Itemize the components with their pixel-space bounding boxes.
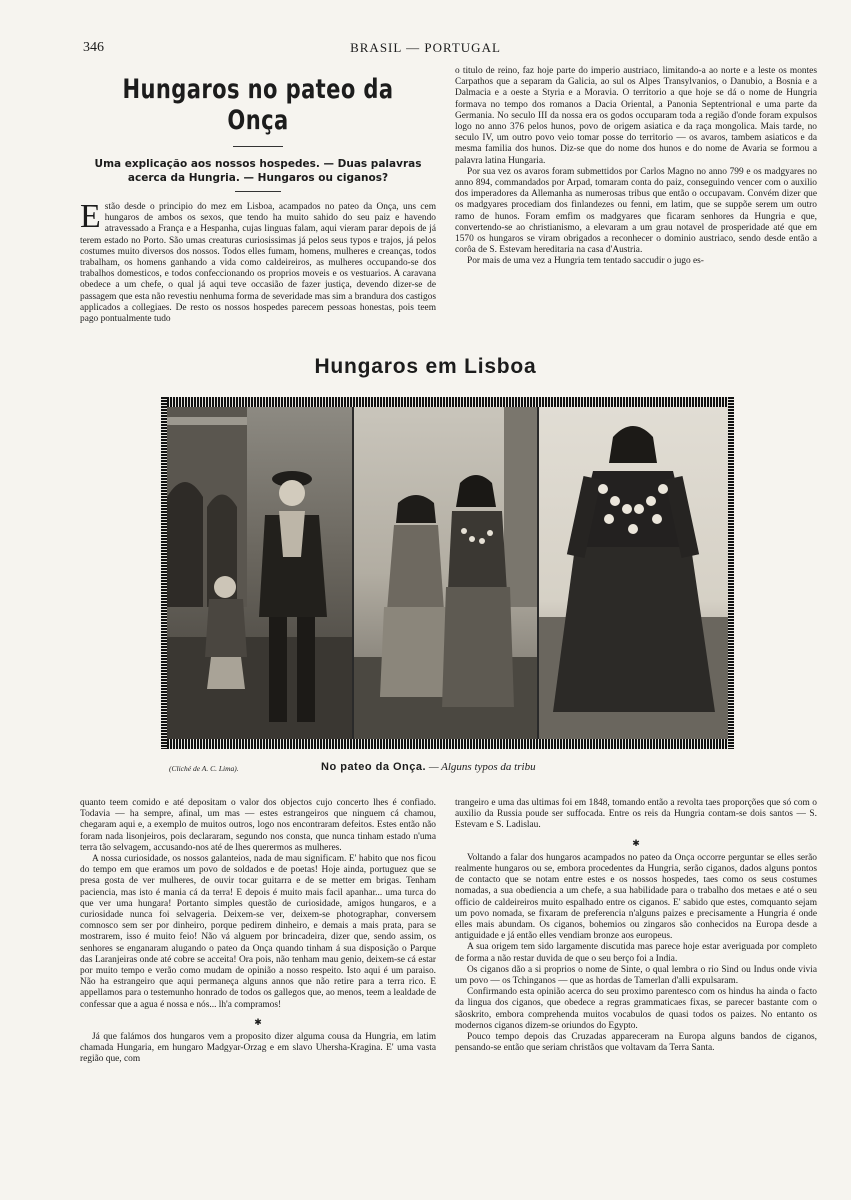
paragraph: Por mais de uma vez a Hungria tem tentado saccudir o jugo es-	[467, 256, 704, 267]
article-title: Hungaros no pateo da Onça	[122, 74, 394, 136]
paragraph: A nossa curiosidade, os nossos galanteios, nada de mau significam. E' habito que nos ficou do tempo em que eramos um povo de soldados e de poetas! Hoje ainda, portuguez que se presa gosta de ver mulheres, de ouvir tocar guitarra e de se metter em brigas. Tenham paciencia, mas isto é mania cá da terra! E depois é muito mais facil apanhar... uma turca do que ver uma hungara! Portanto simples questão de curiosidade, amigos hungaros, e a curiosidade nunca foi selvageria. Deixem-se ver, deixem-se photographar, conversem comnosco sem ser por dinheiro, porque pedirem dinheiro, e demais a mais prata, para se mostrarem, isso é muito feio! Não vá alguem por brincadeira, dizer que, sendo assim, os senhores se enganaram alugando o pateo da Onça quando tinham á sua disposição o Parque das Laranjeiras onde até cobre se acceita! Ora pois, não tenham mau genio, deixem-se cá estar por muito tempo e verão como mudam de opinião a nosso respeito. Isto aqui é um paraiso. Não ha estrangeiro que aqui permaneça alguns annos que não retire para a terra rico. E appellamos para o testemunho honrado de todos os gallegos que, ao menos, teem a lealdade de confessar que a agua é nossa e nós... lh'a compramos!	[80, 854, 436, 1010]
caption-text	[321, 761, 536, 773]
section-separator: ✱	[254, 1016, 262, 1027]
photo-section-heading: Hungaros em Lisboa	[314, 355, 537, 378]
paragraph: Já que falámos dos hungaros vem a proposito dizer alguma cousa da Hungria, em latim chamada Hungaria, em hungaro Madgyar-Orzag e em slavo Uhersha-Kragina. E' uma vasta região que, com	[80, 1032, 436, 1065]
drop-cap: E	[80, 198, 101, 235]
paragraph: A sua origem tem sido largamente discutida mas parece hoje estar averiguada por completo de forma a não restar duvida de que o seu berço foi a India.	[455, 942, 817, 964]
photo-two-women	[354, 407, 537, 739]
ornamental-border-bottom	[161, 739, 734, 749]
page-number: 346	[83, 40, 104, 55]
photo-caption	[161, 760, 734, 778]
section-separator: ✱	[632, 837, 640, 848]
opening-text: stão desde o principio do mez em Lisboa, acampados no pateo da Onça, uns cem hungaros de ambos os sexos, que tendo ha muito sahido do seu paiz e havendo atravessado a França e a Hespanha, cujas linguas falam, aqui vieram parar depois de já terem estado no Porto. São umas creaturas curiosissimas já pelos seus typos e trajos, já pelos costumes muito diversos dos nossos. Todos elles fumam, homens, mulheres e creanças, todos trabalham, os homens ganhando a vida como caldeireiros, as mulheres occupando-se dos trabalhos domesticos, e todos confeccionando os proprios moveis e os vestuarios. A caravana obedece a um chefe, o qual já aqui teve occasião de fazer justiça, devendo dizer-se de passagem que esta não revestiu nenhuma forma de severidade mas sim a brandura dos castigos applicados a collegiaes. De resto os nossos hospedes parecem pessoas honestas, pois teem pago pontualmente tudo	[80, 202, 436, 325]
paragraph: Por sua vez os avaros foram submettidos por Carlos Magno no anno 799 e os madgyares no anno 894, commandados por Arpad, tomaram conta do paiz, conseguindo vencer com o auxilio dos imperadores da Allemanha as numerosas tribus que então o occupavam. Convém dizer que os madgyares procediam dos finlandezes ou fenni, em latim, que se suppõe serem um outro ramo de hunos. Foram emfim os madgyares que ficaram senhores da Hungria e que, convertendo-se ao christianismo, a elevaram a um grau notavel de prosperidade até que em 1570 os hungaros se viram obrigados a reconhecer o dominio austriaco, sendo desde então a corôa de S. Estevam hereditaria na casa d'Austria.	[455, 166, 817, 256]
title-rule	[233, 146, 283, 147]
article-subtitle: Uma explicação aos nossos hospedes. — Duas palavras acerca da Hungria. — Hungaros ou ciganos?	[94, 158, 422, 184]
caption-description: — Alguns typos da tribu	[428, 761, 536, 773]
paragraph: trangeiro e uma das ultimas foi em 1848, tomando então a revolta taes proporções que só com o auxilio da Russia poude ser suffocada. Entre os reis da Hungria contam-se dois santos — S. Estevam e S. Ladislau.	[455, 798, 817, 831]
article-column-3	[80, 798, 436, 1066]
paragraph: Confirmando esta opinião acerca do seu proximo parentesco com os hindus ha ainda o facto da lingua dos ciganos, que obedece a regras grammaticaes fixas, se parecer bastante com o sãoskrito, embora comprehenda muitos vocabulos de quasi todos os paizes. No entanto os modernos ciganos dizem-se oriundos do Egypto.	[455, 987, 817, 1031]
article-column-1	[80, 66, 436, 325]
article-column-2	[455, 66, 817, 268]
photo-credit: (Cliché de A. C. Lima).	[169, 764, 239, 773]
photo-woman-with-coins-illustration	[539, 407, 728, 739]
subtitle-rule	[235, 191, 281, 192]
ornamental-border-right	[728, 397, 734, 749]
photo-two-women-illustration	[354, 407, 537, 739]
photo-woman-with-coins	[539, 407, 728, 739]
caption-location: No pateo da Onça.	[321, 761, 427, 773]
article-column-4	[455, 798, 817, 1054]
paragraph: Os ciganos dão a si proprios o nome de Sinte, o qual lembra o rio Sind ou Indus onde vivia um povo — os Tchinganos — que as hordas de Tamerlan d'alli expulsaram.	[455, 964, 817, 987]
paragraph: Pouco tempo depois das Cruzadas appareceram na Europa alguns bandos de ciganos, pensando-se então que seriam christãos que voltavam da Terra Santa.	[455, 1032, 817, 1054]
photo-man-and-child	[167, 407, 352, 739]
photo-plate	[161, 397, 734, 749]
paragraph: quanto teem comido e até depositam o valor dos objectos cujo concerto lhes é confiado. Todavia — ha sempre, afinal, um mas — estes estrangeiros que ninguem cá chamou, chegaram aqui e, a exemplo de muitos outros, logo nos encontraram defeitos. Estes então não foram nada lisonjeiros, pois declararam, segundo nos consta, que nunca tinham estado n'uma terra tão selvagem, accusando-nos até de lhes querermos as mulheres.	[80, 798, 436, 853]
paragraph: Voltando a falar dos hungaros acampados no pateo da Onça occorre perguntar se elles serão realmente hungaros ou se, embora procedentes da Hungria, serão ciganos, dados alguns pontos de contacto que se notam entre estes e os nossos hospedes, taes como os seus costumes nomadas, a sua obediencia a um chefe, a sua habilidade para o trabalho dos metaes e até o seu officio de caldeireiros muito espalhado entre os ciganos. E' sabido que estes, comquanto sejam um povo nomada, se fixaram de preferencia n'alguns paizes e precisamente a Hungria é onde elles mais abundam. Os ciganos, bohemios ou zingaros são conhecidos na Europa desde a antiguidade e já então elles vendiam bronze aos europeus.	[455, 852, 817, 942]
running-header	[83, 40, 768, 58]
ornamental-border-top	[161, 397, 734, 407]
running-head-title: BRASIL — PORTUGAL	[350, 40, 501, 55]
paragraph: o titulo de reino, faz hoje parte do imperio austriaco, limitando-a ao norte e a leste os montes Carpathos que a separam da Galicia, ao sul os Alpes Transylvanios, o Danubio, a Bosnia e a Dalmacia e a oeste a Styria e a Moravia. O territorio a que hoje se dá o nome de Hungria formava no tempo dos romanos a Dacia Oriental, a Panonia Septentrional e uma parte da Germania. No seculo III da nossa era os godos occuparam toda a região d'onde foram expulsos logo no anno 376 pelos hunos, povo de origem asiatica e da raça mongolica. Mais tarde, no seculo IV, um outro povo veio tomar posse do territorio — os avaros, tambem asiaticos e da mesma familia dos hunos. Diz-se que do nome dos hunos e do nome de Avaria se formou a palavra latina Hungaria.	[455, 66, 817, 166]
opening-paragraph	[80, 198, 436, 325]
photo-man-and-child-illustration	[167, 407, 352, 739]
